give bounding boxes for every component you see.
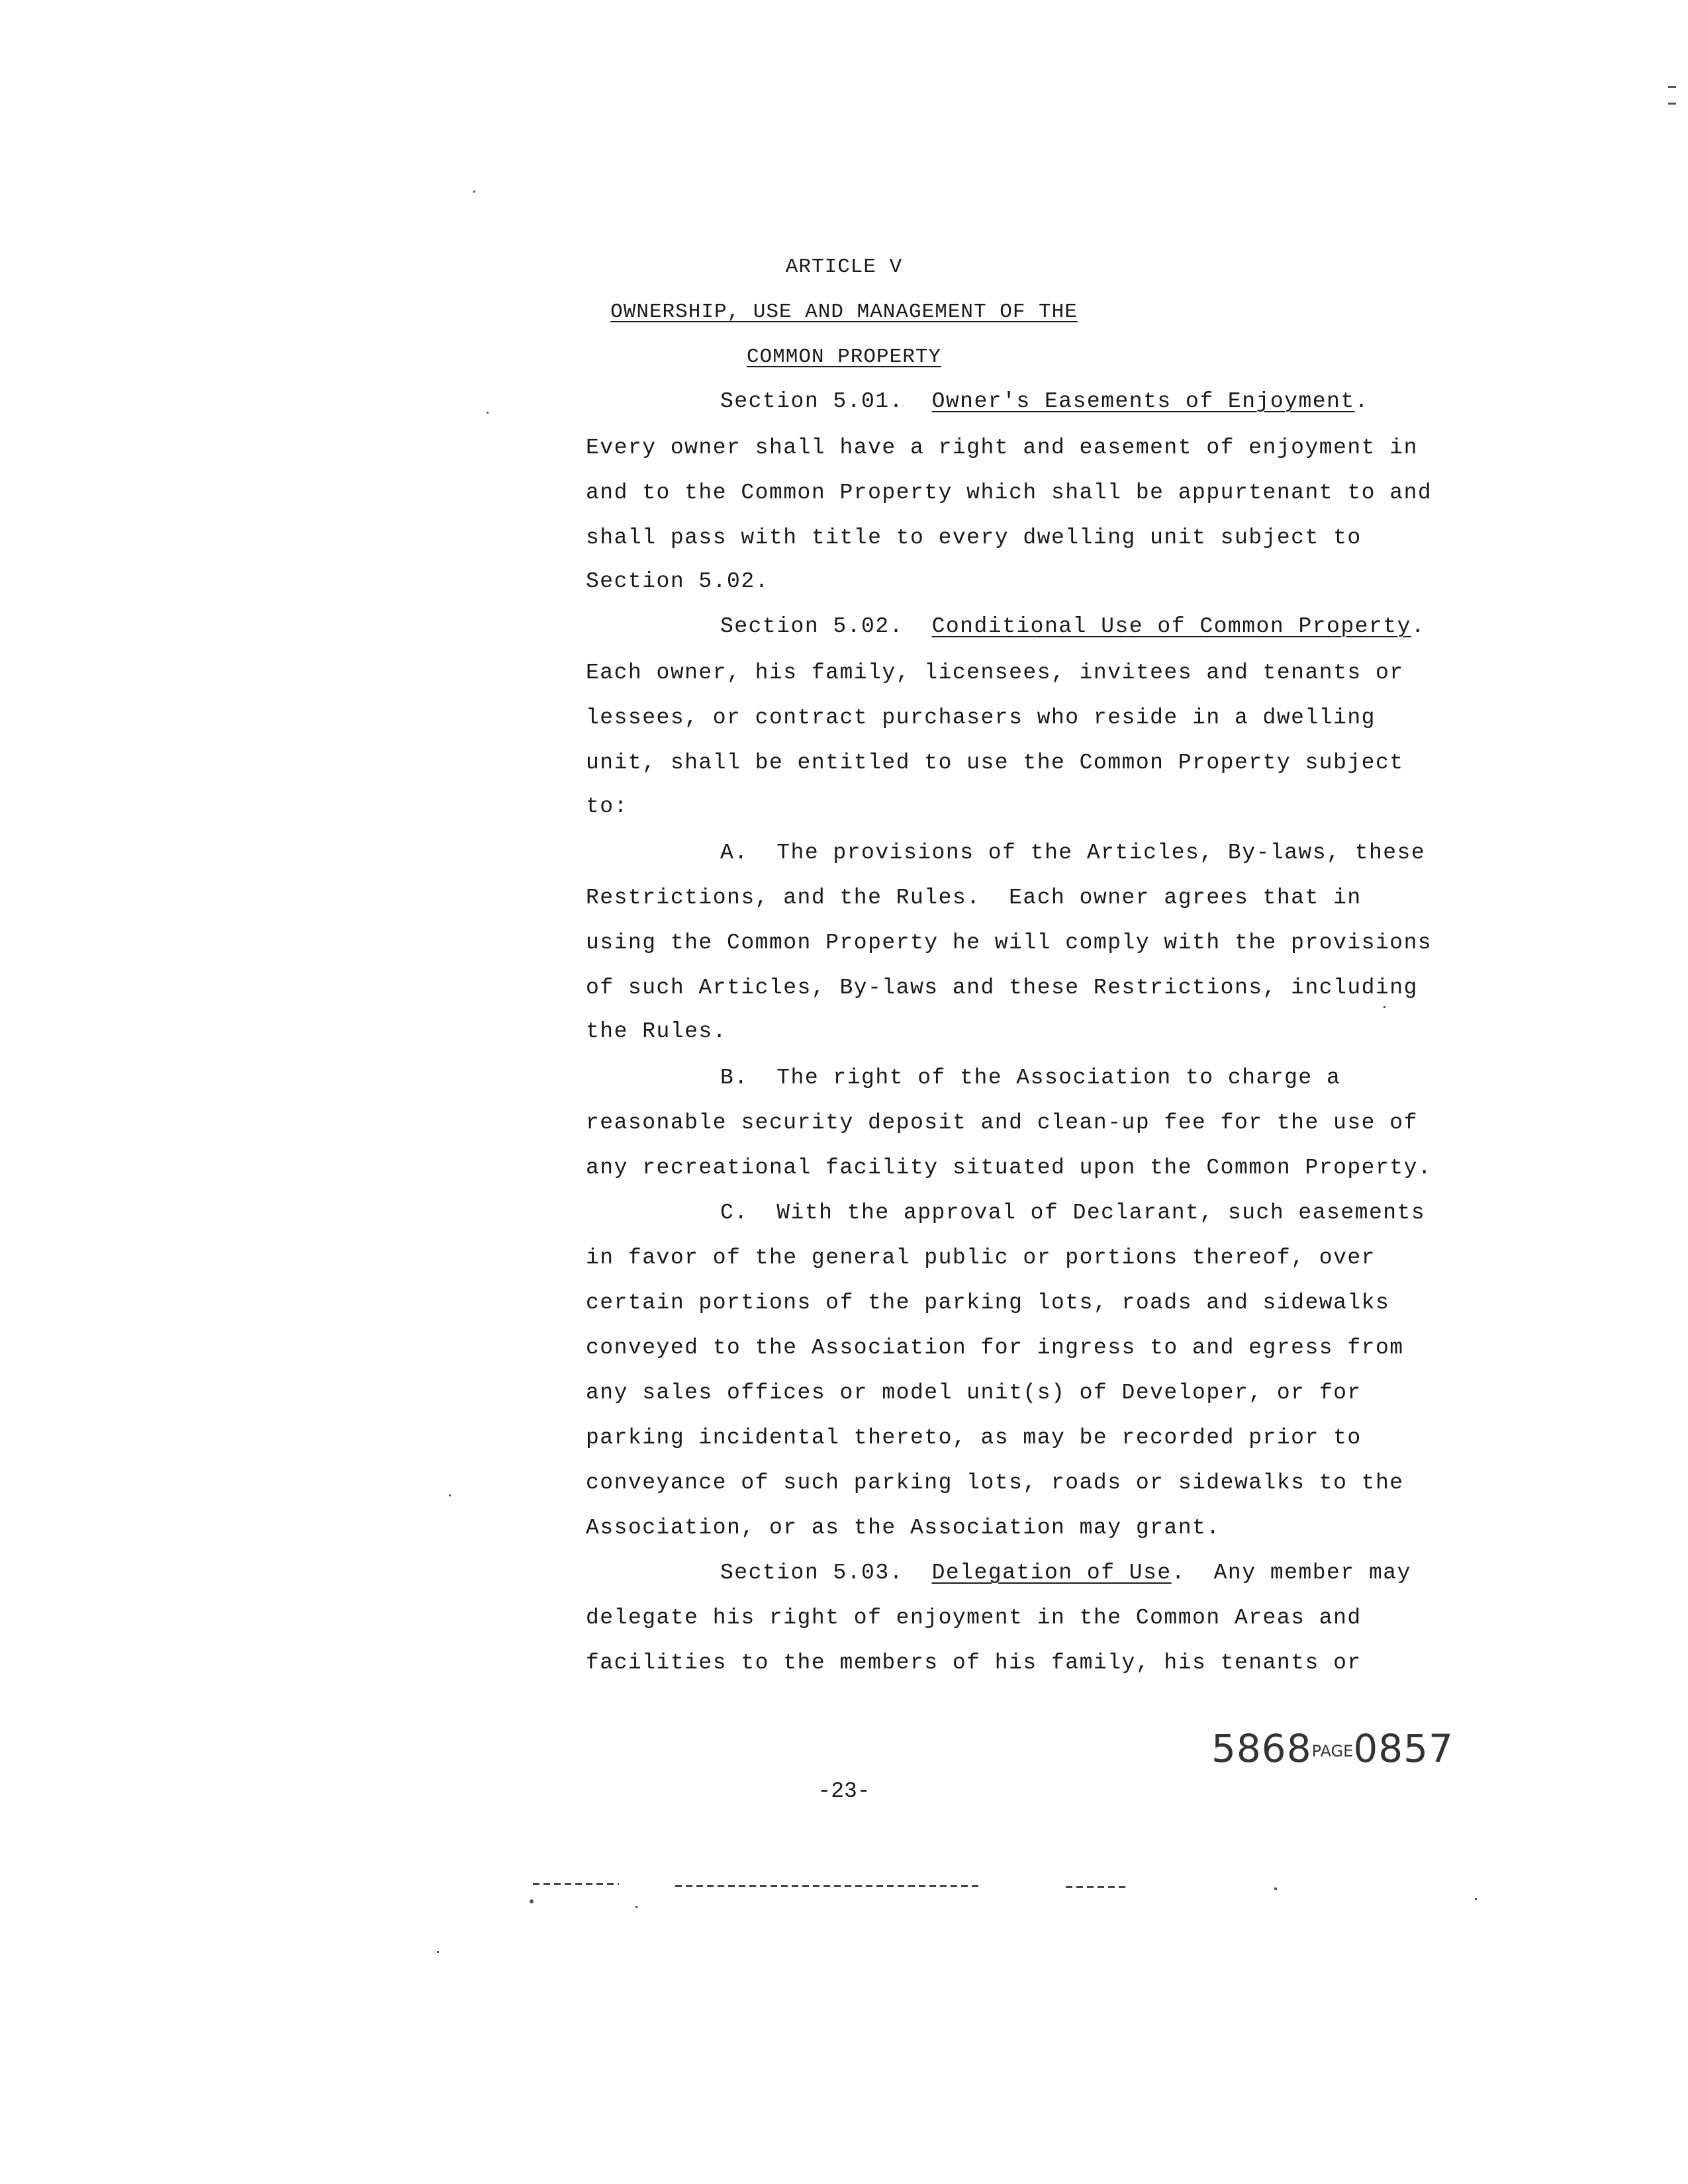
- item-b-line: any recreational facility situated upon the Common Property.: [586, 1156, 1432, 1180]
- item-c-line: conveyance of such parking lots, roads or sidewalks to the: [586, 1471, 1404, 1495]
- scan-artifact-line: [675, 1885, 980, 1887]
- section-502-title: Conditional Use of Common Property: [931, 614, 1411, 639]
- recording-stamp: 5868PAGE0857: [1211, 1726, 1454, 1771]
- item-b-line: reasonable security deposit and clean-up fee for the use of: [586, 1111, 1418, 1135]
- section-503-heading: Section 5.03. Delegation of Use. Any member may: [720, 1561, 1411, 1585]
- section-501-title: Owner's Easements of Enjoyment: [931, 389, 1355, 414]
- item-c-line: any sales offices or model unit(s) of Developer, or for: [586, 1381, 1362, 1405]
- section-503-line: delegate his right of enjoyment in the Common Areas and: [586, 1606, 1362, 1630]
- scan-speck: [530, 1899, 534, 1903]
- item-c-line: Association, or as the Association may grant.: [586, 1516, 1221, 1540]
- scan-speck: [1668, 103, 1676, 105]
- item-a-line: Restrictions, and the Rules. Each owner agrees that in: [586, 886, 1362, 910]
- section-502-line: lessees, or contract purchasers who reside in a dwelling: [586, 705, 1376, 730]
- scan-speck: [487, 412, 489, 414]
- section-502-heading: Section 5.02. Conditional Use of Common Property.: [720, 614, 1426, 639]
- section-502-line: unit, shall be entitled to use the Common Property subject: [586, 751, 1404, 775]
- scan-speck: [437, 1951, 439, 1953]
- scan-speck: [473, 191, 475, 193]
- scan-speck: [1383, 1006, 1385, 1008]
- section-503-title: Delegation of Use: [931, 1561, 1172, 1585]
- section-501-line: Section 5.02.: [586, 569, 769, 594]
- scan-artifact-line: [533, 1883, 619, 1885]
- item-c-line: conveyed to the Association for ingress to and egress from: [586, 1336, 1404, 1360]
- scan-speck: [1668, 86, 1676, 88]
- item-c-line: in favor of the general public or portions thereof, over: [586, 1246, 1376, 1270]
- scan-speck: [635, 1906, 637, 1908]
- page-number: -23-: [818, 1779, 870, 1803]
- item-c-line: certain portions of the parking lots, roads and sidewalks: [586, 1291, 1390, 1315]
- scan-speck: [449, 1494, 451, 1496]
- scan-speck: [1475, 1898, 1477, 1900]
- item-b-first-line: B. The right of the Association to charge a: [720, 1066, 1341, 1090]
- article-title-line1: OWNERSHIP, USE AND MANAGEMENT OF THE: [610, 300, 1078, 324]
- scan-speck: [1274, 1888, 1277, 1890]
- item-a-line: using the Common Property he will comply with the provisions: [586, 931, 1432, 955]
- section-502-line: to:: [586, 794, 628, 819]
- section-503-line: facilities to the members of his family, his tenants or: [586, 1651, 1362, 1675]
- article-heading: ARTICLE V: [785, 255, 903, 279]
- item-a-line: the Rules.: [586, 1019, 727, 1044]
- article-title-line2: COMMON PROPERTY: [746, 345, 942, 369]
- section-501-heading: Section 5.01. Owner's Easements of Enjoyment.: [720, 389, 1369, 414]
- item-c-first-line: C. With the approval of Declarant, such easements: [720, 1201, 1426, 1225]
- section-502-line: Each owner, his family, licensees, invitees and tenants or: [586, 660, 1404, 685]
- item-a-line: of such Articles, By-laws and these Restrictions, including: [586, 976, 1418, 1000]
- section-501-line: and to the Common Property which shall be appurtenant to and: [586, 480, 1432, 505]
- section-501-line: shall pass with title to every dwelling unit subject to: [586, 525, 1362, 550]
- item-c-line: parking incidental thereto, as may be recorded prior to: [586, 1426, 1362, 1450]
- scan-artifact-line: [1066, 1886, 1125, 1888]
- item-a-first-line: A. The provisions of the Articles, By-laws, these: [720, 841, 1426, 865]
- section-501-line: Every owner shall have a right and easement of enjoyment in: [586, 435, 1418, 460]
